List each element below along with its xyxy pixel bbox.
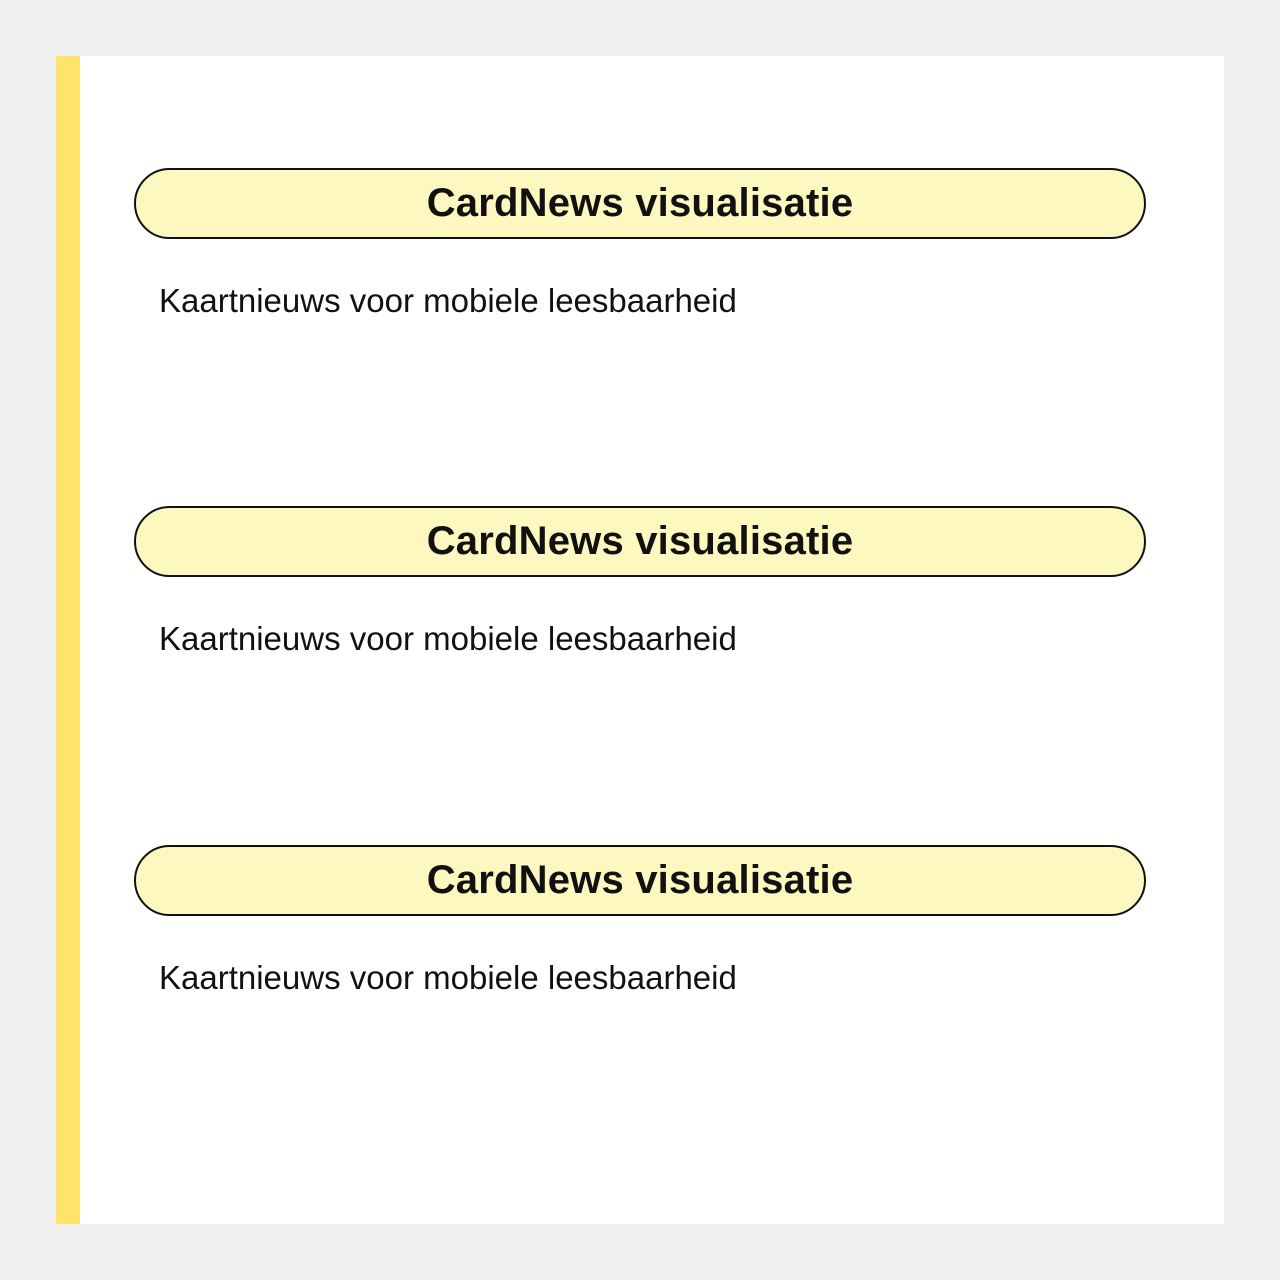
card-section	[134, 506, 1146, 657]
card-section	[134, 168, 1146, 319]
section-subtitle: Kaartnieuws voor mobiele leesbaarheid	[159, 282, 737, 319]
card-canvas	[56, 56, 1224, 1224]
section-title: CardNews visualisatie	[426, 181, 854, 225]
section-subtitle: Kaartnieuws voor mobiele leesbaarheid	[159, 959, 737, 996]
section-title: CardNews visualisatie	[426, 519, 854, 563]
card-section	[134, 845, 1146, 996]
title-pill	[134, 506, 1146, 577]
title-pill	[134, 168, 1146, 239]
accent-bar	[56, 56, 80, 1224]
title-pill	[134, 845, 1146, 916]
section-title: CardNews visualisatie	[426, 858, 854, 902]
section-subtitle: Kaartnieuws voor mobiele leesbaarheid	[159, 620, 737, 657]
